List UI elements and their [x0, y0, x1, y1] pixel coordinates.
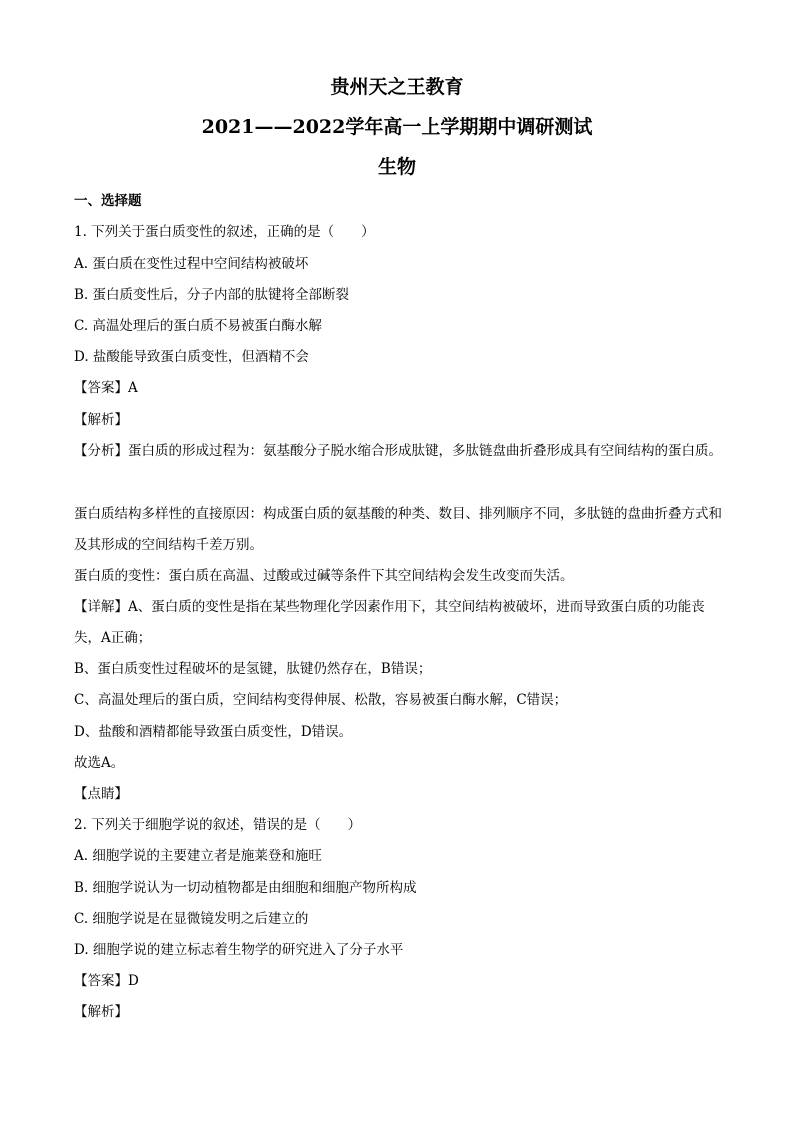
q1-option-b: B. 蛋白质变性后，分子内部的肽键将全部断裂	[74, 287, 350, 303]
q2-analysis-heading: 【解析】	[74, 1004, 128, 1020]
q1-option-c: C. 高温处理后的蛋白质不易被蛋白酶水解	[74, 318, 322, 334]
q2-option-a: A. 细胞学说的主要建立者是施莱登和施旺	[74, 848, 322, 864]
q2-option-d: D. 细胞学说的建立标志着生物学的研究进入了分子水平	[74, 942, 404, 958]
q1-detail-a: 【详解】A、蛋白质的变性是指在某些物理化学因素作用下，其空间结构被破坏，进而导致蛋白质的功能丧失，A正确；	[74, 599, 705, 646]
subject-title: 生物	[377, 156, 416, 178]
section-heading: 一、选择题	[74, 193, 142, 209]
q2-option-b: B. 细胞学说认为一切动植物都是由细胞和细胞产物所构成	[74, 880, 417, 896]
q2-stem: 2. 下列关于细胞学说的叙述，错误的是（ ）	[74, 817, 362, 833]
q1-detail-d: D、盐酸和酒精都能导致蛋白质变性，D错误。	[74, 724, 353, 740]
q1-diversity: 蛋白质结构多样性的直接原因：构成蛋白质的氨基酸的种类、数目、排列顺序不同，多肽链的盘曲折叠方式和及其形成的空间结构千差万别。	[74, 506, 722, 553]
org-title: 贵州天之王教育	[330, 76, 464, 98]
exam-title: 2021——2022学年高一上学期期中调研测试	[201, 116, 593, 138]
q1-stem: 1. 下列关于蛋白质变性的叙述，正确的是（ ）	[74, 224, 375, 240]
q1-answer: 【答案】A	[74, 380, 138, 396]
q1-analysis-heading: 【解析】	[74, 412, 128, 428]
q2-answer: 【答案】D	[74, 973, 139, 989]
q1-fenxi: 【分析】蛋白质的形成过程为：氨基酸分子脱水缩合形成肽键，多肽链盘曲折叠形成具有空间结构的蛋白质。	[74, 443, 722, 459]
q1-option-a: A. 蛋白质在变性过程中空间结构被破坏	[74, 256, 309, 272]
q1-conclusion: 故选A。	[74, 755, 125, 771]
q1-dianjing: 【点睛】	[74, 786, 128, 802]
q1-denature: 蛋白质的变性：蛋白质在高温、过酸或过碱等条件下其空间结构会发生改变而失活。	[74, 568, 574, 584]
q1-detail-b: B、蛋白质变性过程破坏的是氢键，肽键仍然存在，B错误；	[74, 661, 432, 677]
q1-option-d: D. 盐酸能导致蛋白质变性，但酒精不会	[74, 349, 309, 365]
q1-detail-c: C、高温处理后的蛋白质，空间结构变得伸展、松散，容易被蛋白酶水解，C错误；	[74, 692, 568, 708]
q2-option-c: C. 细胞学说是在显微镜发明之后建立的	[74, 911, 309, 927]
